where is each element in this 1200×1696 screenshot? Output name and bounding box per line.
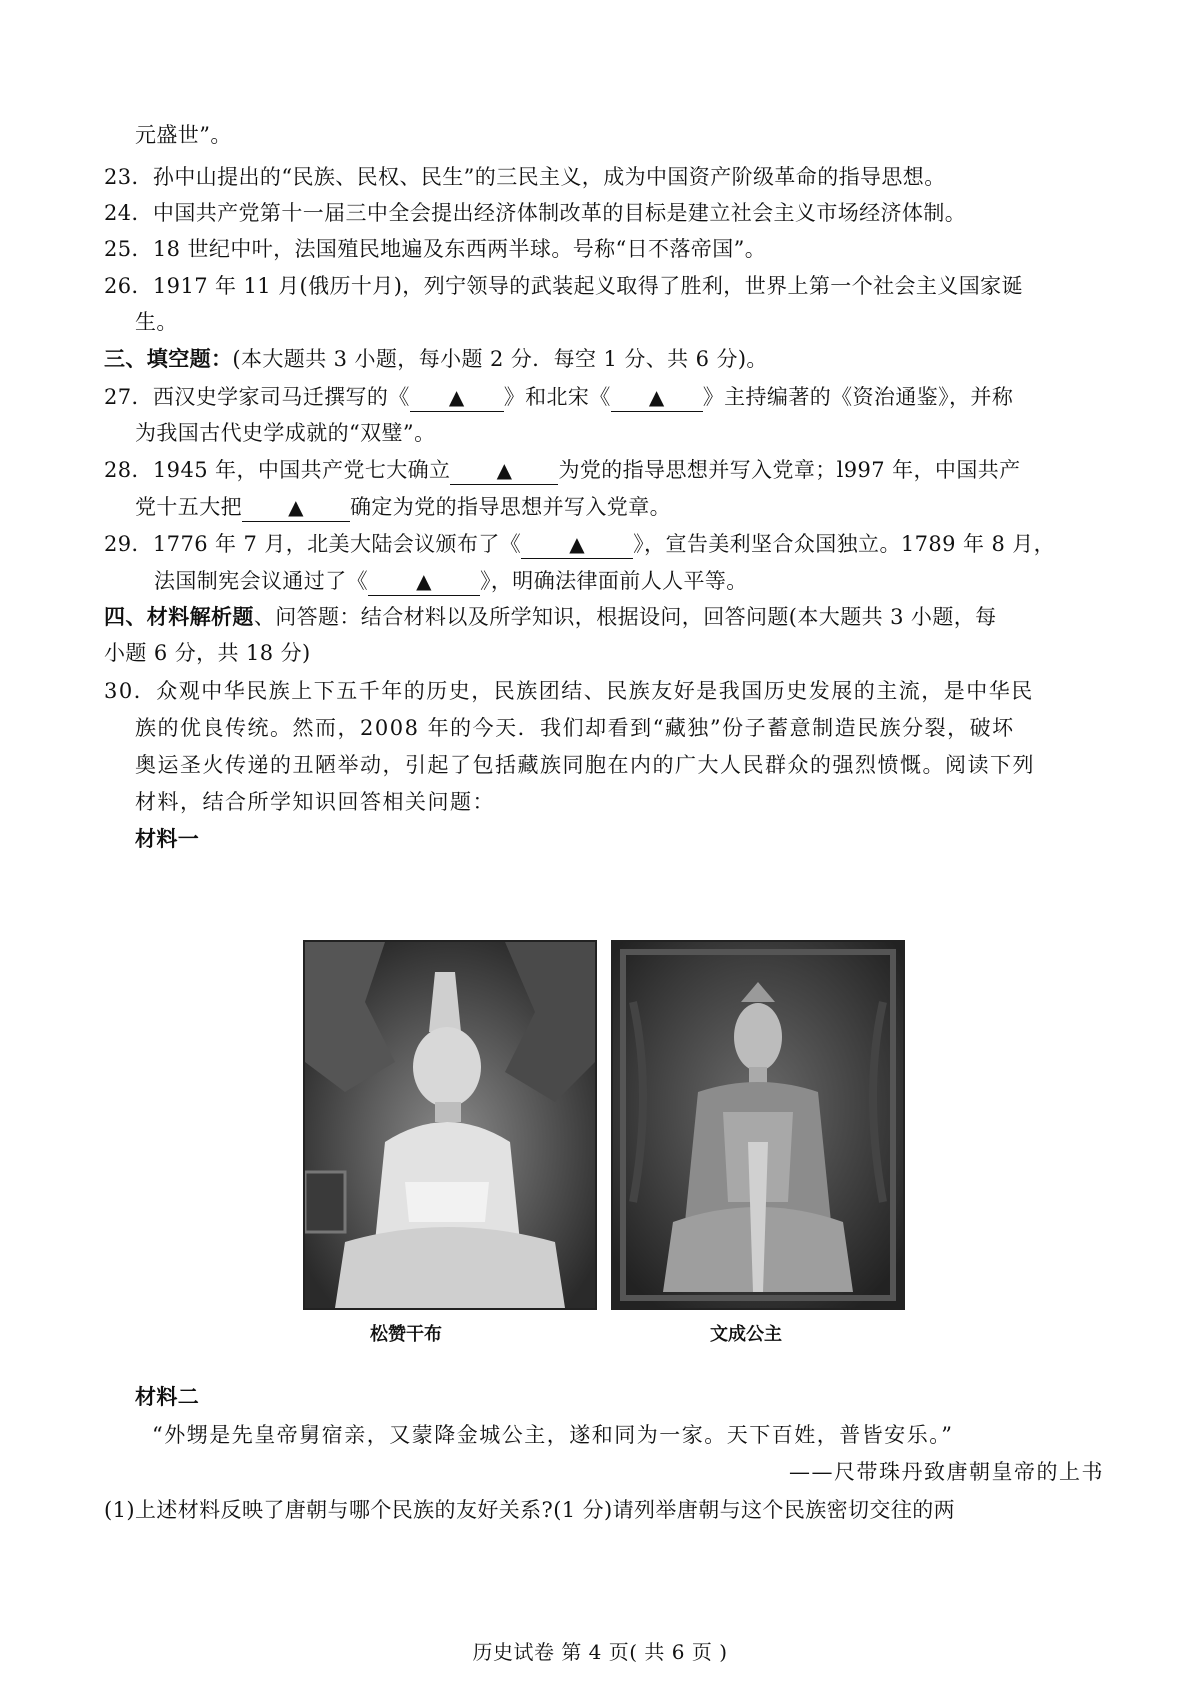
q28-text-d: 确定为党的指导思想并写入党章。: [350, 495, 671, 519]
statement-26-cont: 生。: [135, 310, 178, 334]
material-1-title: 材料一: [135, 826, 200, 851]
blank-triangle-icon: ▲: [496, 458, 513, 482]
q27-text-b: 》和北宋《: [503, 385, 611, 409]
question-28-cont: [135, 490, 1104, 524]
question-30-line: 族的优良传统。然而，2008 年的今天．我们却看到“藏独”份子蓄意制造民族分裂，破坏: [135, 716, 1015, 740]
question-30-line: 奥运圣火传递的丑陋举动，引起了包括藏族同胞在内的广大人民群众的强烈愤慨。阅读下列: [135, 753, 1035, 777]
question-28: [104, 453, 1104, 487]
q28-text-b: 为党的指导思想并写入党章；l997 年，中国共产: [558, 458, 1021, 482]
material-2-quote: “外甥是先皇帝舅宿亲，又蒙降金城公主，遂和同为一家。天下百姓，普皆安乐。”: [152, 1423, 954, 1447]
statement-25: 25．18 世纪中叶，法国殖民地遍及东西两半球。号称“日不落帝国”。: [104, 237, 767, 261]
section-4-note: 、问答题：结合材料以及所学知识，根据设问，回答问题(本大题共 3 小题，每: [253, 605, 997, 629]
section-4-header: [104, 600, 1104, 634]
text-line: 元盛世”。: [135, 123, 232, 147]
statue-image-icon: [613, 942, 903, 1308]
answer-blank[interactable]: [242, 493, 350, 522]
blank-triangle-icon: ▲: [648, 385, 665, 409]
photo-caption-right: 文成公主: [710, 1324, 782, 1345]
question-30-line: 30．众观中华民族上下五千年的历史，民族团结、民族友好是我国历史发展的主流，是中华民: [104, 679, 1034, 703]
q29-text-a: 29．1776 年 7 月，北美大陆会议颁布了《: [104, 532, 522, 556]
q28-text-c: 党十五大把: [135, 495, 242, 519]
blank-triangle-icon: ▲: [416, 569, 432, 593]
answer-blank[interactable]: [368, 567, 480, 596]
q28-text-a: 28．1945 年，中国共产党七大确立: [104, 458, 451, 482]
answer-blank[interactable]: [521, 530, 633, 559]
question-29-cont: [154, 564, 1104, 598]
statue-image-icon: [305, 942, 595, 1308]
q27-text-a: 27．西汉史学家司马迁撰写的《: [104, 385, 410, 409]
section-3-title: 三、填空题：: [104, 346, 233, 371]
blank-triangle-icon: ▲: [448, 385, 465, 409]
blank-triangle-icon: ▲: [288, 495, 304, 519]
material-2-source: ——尺带珠丹致唐朝皇帝的上书: [789, 1460, 1104, 1484]
section-4-note-cont: 小题 6 分，共 18 分): [104, 641, 311, 665]
answer-blank[interactable]: [611, 383, 703, 412]
blank-triangle-icon: ▲: [569, 532, 586, 556]
q29-text-b: 》，宣告美利坚合众国独立。1789 年 8 月，: [633, 532, 1056, 556]
section-3-note: (本大题共 3 小题，每小题 2 分．每空 1 分、共 6 分)。: [232, 347, 768, 371]
material-2-title: 材料二: [135, 1384, 200, 1409]
answer-blank[interactable]: [410, 383, 504, 412]
q29-text-d: 》，明确法律面前人人平等。: [480, 569, 748, 593]
q27-text-c: 》主持编著的《资治通鉴》，并称: [702, 385, 1014, 409]
question-30-line: 材料，结合所学知识回答相关问题：: [135, 790, 495, 814]
songtsen-gampo-photo: [303, 940, 597, 1310]
q29-text-c: 法国制宪会议通过了《: [154, 569, 368, 593]
photo-caption-left: 松赞干布: [370, 1324, 442, 1345]
question-27-cont: 为我国古代史学成就的“双璧”。: [135, 421, 436, 445]
question-29: [104, 527, 1104, 561]
section-4-title: 四、材料解析题: [104, 604, 254, 629]
answer-blank[interactable]: [450, 456, 558, 485]
princess-wencheng-photo: [611, 940, 905, 1310]
page-footer: 历史试卷 第 4 页( 共 6 页 ): [472, 1640, 728, 1664]
question-30-1: (1)上述材料反映了唐朝与哪个民族的友好关系?(1 分)请列举唐朝与这个民族密切交往的两: [104, 1498, 956, 1522]
section-3-header: [104, 342, 1104, 376]
statement-23: 23．孙中山提出的“民族、民权、民生”的三民主义，成为中国资产阶级革命的指导思想。: [104, 165, 946, 189]
statement-24: 24．中国共产党第十一届三中全会提出经济体制改革的目标是建立社会主义市场经济体制。: [104, 201, 967, 225]
statement-26: 26．1917 年 11 月(俄历十月)，列宁领导的武装起义取得了胜利，世界上第一个社会主义国家诞: [104, 274, 1023, 298]
question-27: [104, 380, 1104, 414]
